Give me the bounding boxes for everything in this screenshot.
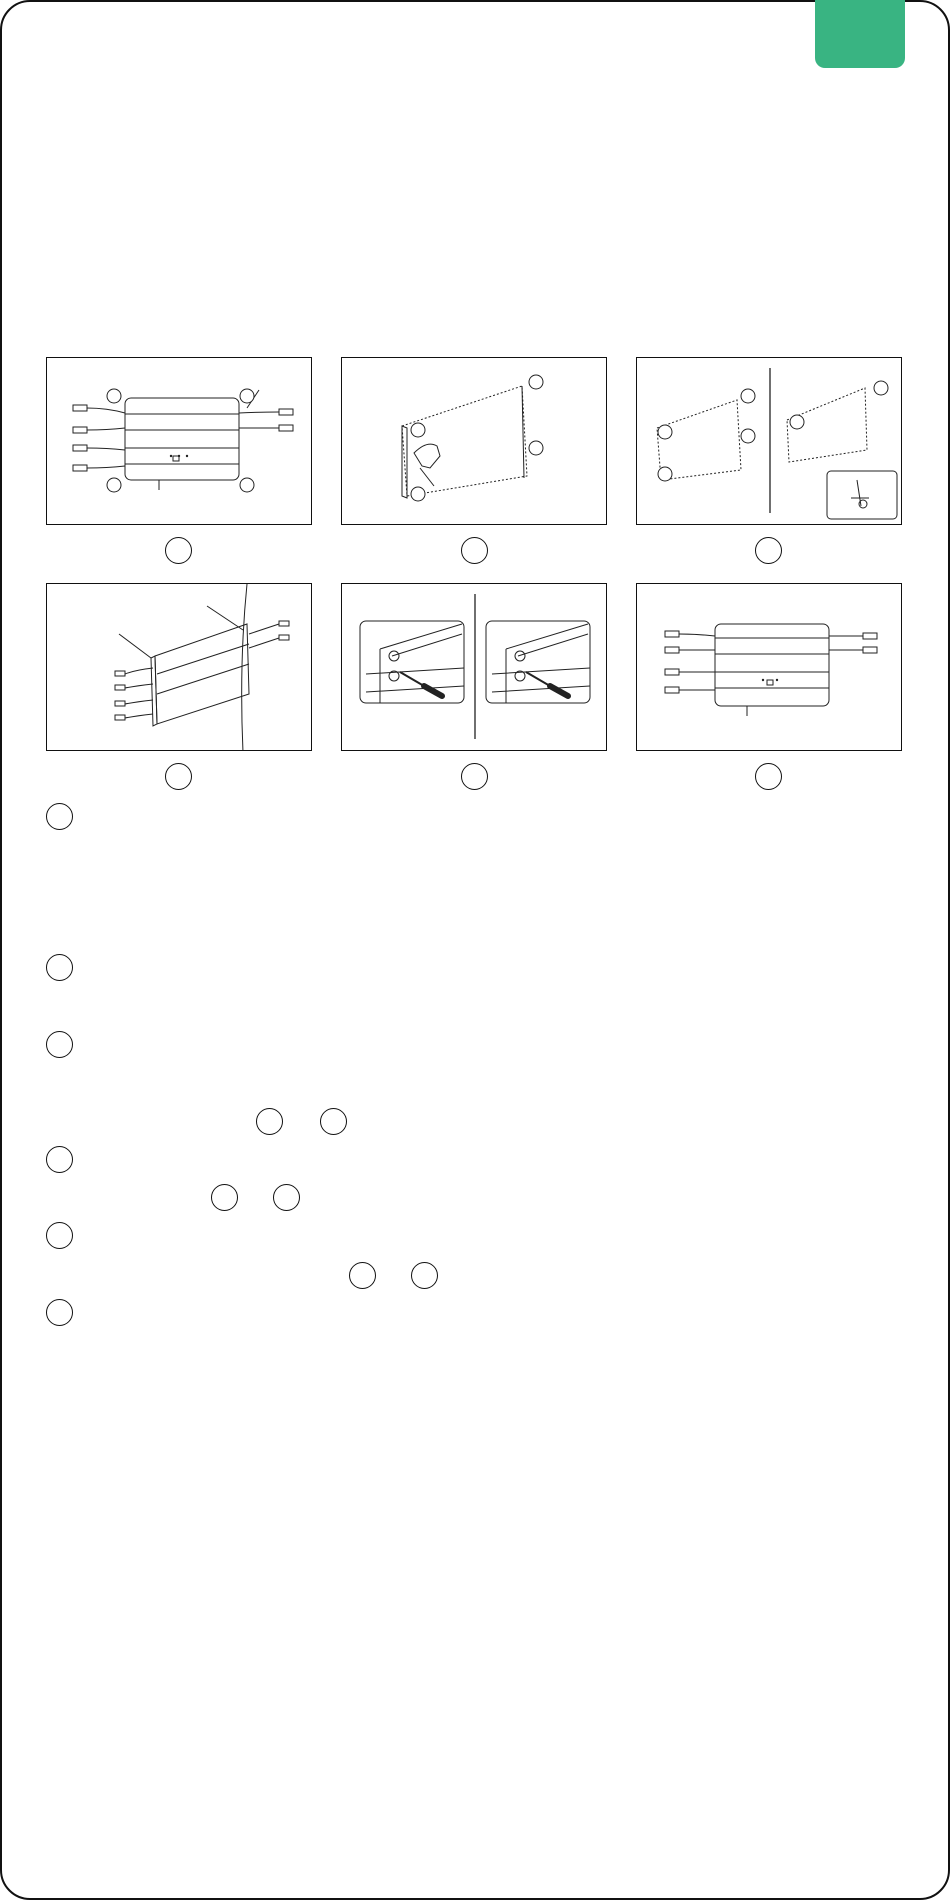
- figure-step-marker: [165, 763, 192, 790]
- screwdriver-illustration: [342, 584, 607, 751]
- figure-step-marker: [165, 537, 192, 564]
- step-3-ref-b: [320, 1108, 347, 1135]
- step-6-marker: [46, 1299, 73, 1326]
- step-2-marker: [46, 954, 73, 981]
- section-tab[interactable]: [815, 0, 905, 68]
- figure-tighten-screws: [341, 583, 607, 751]
- step-4-ref-b: [273, 1184, 300, 1211]
- figure-attach-to-rails: [636, 357, 902, 525]
- figure-insert-bolts: [46, 583, 312, 751]
- figure-step-marker: [461, 537, 488, 564]
- step-1-marker: [46, 803, 73, 830]
- bolts-illustration: [47, 584, 312, 751]
- microinverter-illustration: [47, 358, 312, 525]
- attach-illustration: [637, 358, 902, 525]
- figure-step-marker: [755, 537, 782, 564]
- installed-illustration: [637, 584, 902, 751]
- figure-step-marker: [755, 763, 782, 790]
- step-4-marker: [46, 1146, 73, 1173]
- step-5-ref-a: [349, 1262, 376, 1289]
- figure-step-marker: [461, 763, 488, 790]
- step-3-marker: [46, 1031, 73, 1058]
- step-3-ref-a: [256, 1108, 283, 1135]
- figure-installed: [636, 583, 902, 751]
- figure-hold-and-position: [341, 357, 607, 525]
- step-4-ref-a: [211, 1184, 238, 1211]
- step-5-marker: [46, 1222, 73, 1249]
- step-5-ref-b: [411, 1262, 438, 1289]
- figure-microinverter-with-cables: [46, 357, 312, 525]
- positioning-illustration: [342, 358, 607, 525]
